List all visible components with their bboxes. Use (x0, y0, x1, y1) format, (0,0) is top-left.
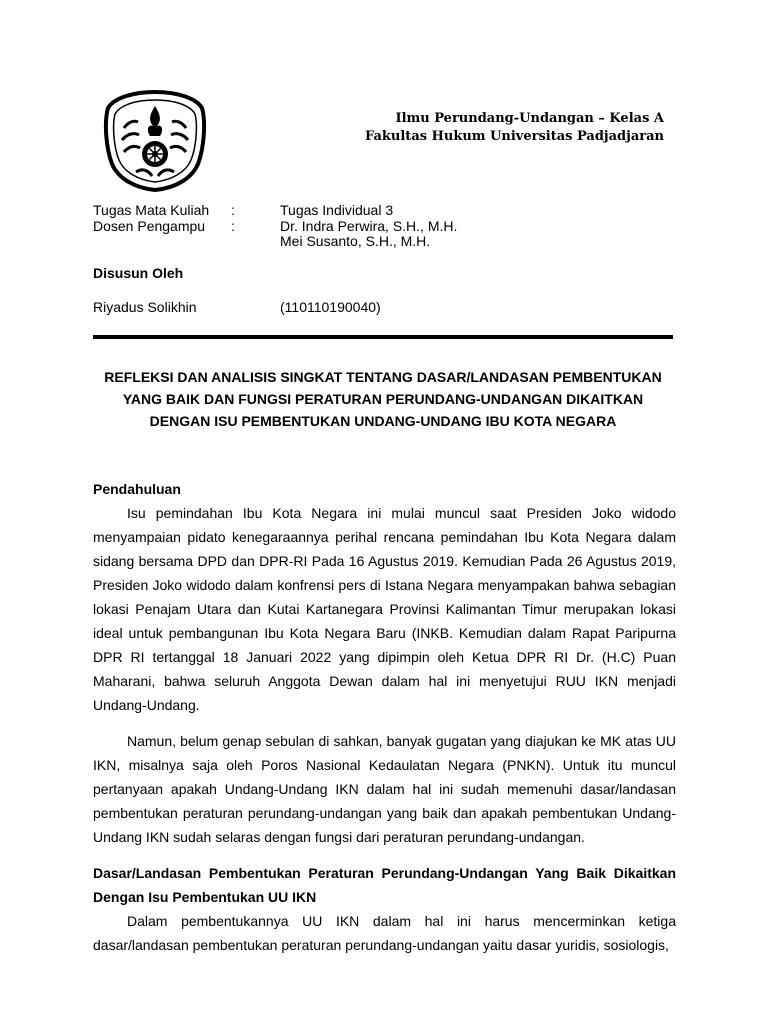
title-line: REFLEKSI DAN ANALISIS SINGKAT TENTANG DASAR/LANDASAN PEMBENTUKAN (104, 369, 662, 385)
title-line: DENGAN ISU PEMBENTUKAN UNDANG-UNDANG IBU KOTA NEGARA (149, 413, 617, 429)
author-student-id: (110110190040) (280, 299, 381, 315)
info-row (93, 219, 580, 235)
authored-by-label: Disusun Oleh (93, 265, 184, 281)
info-key: Dosen Pengampu (93, 217, 206, 234)
paragraph: Isu pemindahan Ibu Kota Negara ini mulai muncul saat Presiden Joko widodo menyampaian pidato kenegaraannya perihal rencana pemindahan Ibu Kota Negara dalam sidang bersama DPD dan DPR-RI Pada 16 Agustus 2019. Kemudian Pada 26 Agustus 2019, Presiden Joko widodo dalam konfrensi pers di Istana Negara menyampakan bahwa sebagian lokasi Penajam Utara dan Kutai Kartanegara Provinsi Kalimantan Timur merupakan lokasi ideal untuk pembangunan Ibu Kota Negara Baru (INKB. Kemudian dalam Rapat Paripurna DPR RI tertanggal 18 Januari 2022 yang dipimpin oleh Ketua DPR RI Dr. (H.C) Puan Maharani, bahwa seluruh Anggota Dewan dalam hal ini menyetujui RUU IKN menjadi Undang-Undang. (93, 505, 676, 713)
divider-rule (93, 335, 673, 339)
info-value: Mei Susanto, S.H., M.H. (280, 233, 431, 249)
section-heading: Pendahuluan (93, 481, 181, 497)
paragraph-gap (93, 849, 676, 861)
course-name: Ilmu Perundang-Undangan – Kelas A (395, 111, 664, 126)
faculty-name: Fakultas Hukum Universitas Padjadjaran (364, 129, 664, 144)
info-key: Tugas Mata Kuliah (93, 202, 210, 218)
section-heading: Dasar/Landasan Pembentukan Peraturan Perundang-Undangan Yang Baik Dikaitkan Dengan Isu Pembentukan UU IKN (93, 865, 676, 905)
info-value: Tugas Individual 3 (280, 202, 394, 218)
info-key (93, 234, 231, 250)
paragraph-gap (93, 717, 676, 729)
title-line: YANG BAIK DAN FUNGSI PERATURAN PERUNDANG-UNDANGAN DIKAITKAN (122, 391, 644, 407)
author-name: Riyadus Solikhin (93, 299, 197, 315)
author-row (93, 299, 381, 315)
info-colon: : (231, 202, 235, 218)
info-value: Dr. Indra Perwira, S.H., M.H. (280, 217, 458, 234)
university-emblem-logo (102, 88, 208, 192)
assignment-info (93, 203, 580, 250)
document-title (93, 366, 673, 432)
info-row (93, 203, 580, 219)
header-institution (365, 110, 664, 146)
paragraph: Dalam pembentukannya UU IKN dalam hal ini harus mencerminkan ketiga dasar/landasan pembentukan peraturan perundang-undangan yaitu dasar yuridis, sosiologis, (93, 913, 676, 953)
document-body (93, 477, 676, 957)
paragraph: Namun, belum genap sebulan di sahkan, banyak gugatan yang diajukan ke MK atas UU IKN, misalnya saja oleh Poros Nasional Kedaulatan Negara (PNKN). Untuk itu muncul pertanyaan apakah Undang-Undang IKN dalam hal ini sudah memenuhi dasar/landasan pembentukan peraturan perundang-undangan yang baik dan apakah pembentukan Undang-Undang IKN sudah selaras dengan fungsi dari peraturan perundang-undangan. (93, 733, 676, 845)
info-colon: : (231, 217, 235, 234)
info-row (93, 234, 580, 250)
info-colon (231, 234, 280, 250)
